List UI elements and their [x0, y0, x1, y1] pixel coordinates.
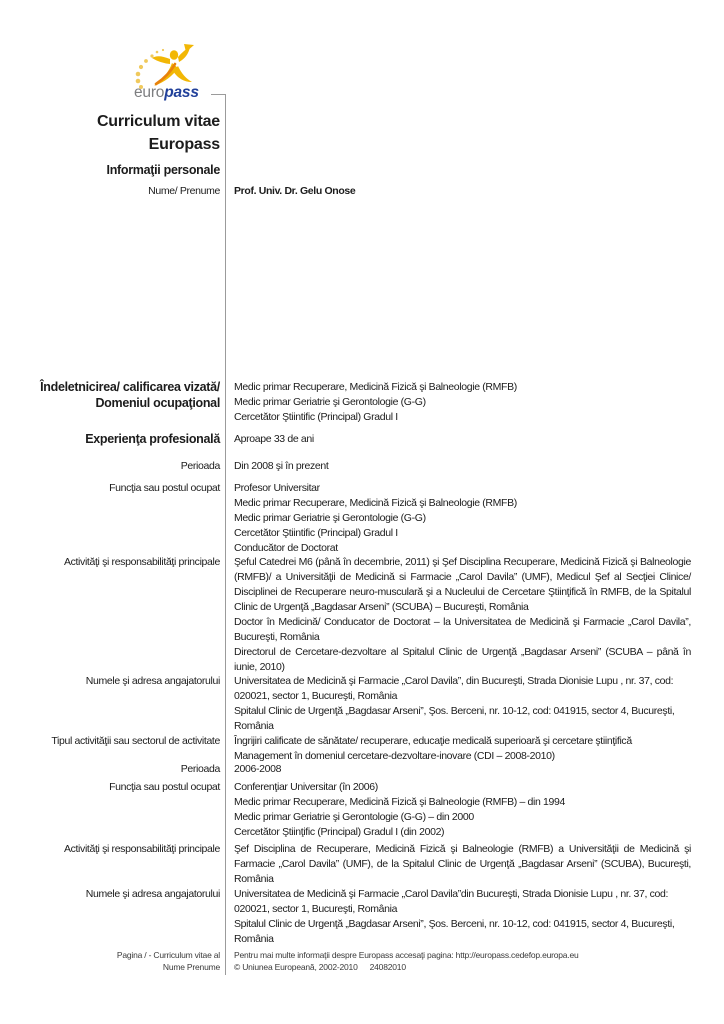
personal-info-heading: Informaţii personale — [106, 163, 220, 177]
employer-label: Numele şi adresa angajatorului — [85, 888, 220, 900]
position-value: Profesor Universitar — [234, 482, 320, 494]
period-label: Perioada — [180, 460, 220, 472]
employer-paragraph: Spitalul Clinic de Urgenţă „Bagdasar Arseni”, Şos. Berceni, nr. 10-12, cod: 041915, sector 4, Bucureşti, România — [234, 918, 675, 945]
activities-values — [225, 555, 724, 675]
star-figure — [152, 44, 194, 86]
occupation-values — [225, 379, 724, 425]
position-label: Funcţia sau postul ocupat — [109, 781, 220, 793]
sector-value: Îngrijiri calificate de sănătate/ recuperare, educaţie medicală superioară şi cercetare ştiinţifică — [234, 735, 632, 747]
position-value: Medic primar Recuperare, Medicină Fizică şi Balneologie (RMFB) — [234, 497, 517, 509]
title-row — [0, 110, 724, 156]
page-title — [0, 110, 225, 156]
footer-row — [0, 949, 724, 973]
sector-row-1 — [0, 734, 724, 764]
logo-text-pass: pass — [164, 84, 199, 101]
activities-paragraph: Şef Disciplina de Recuperare, Medicină Fizică şi Balneologie (RMFB) a Universităţii de Medicină şi Farmacie „Carol Davila” (UMF), de la Spitalul Clinic de Urgenţă „Bagdasar Arseni” (SCUBA), Bucureşti, România — [234, 843, 691, 885]
position-value: Medic primar Geriatrie şi Gerontologie (G-G) – din 2000 — [234, 811, 474, 823]
occupation-value: Medic primar Recuperare, Medicină Fizică şi Balneologie (RMFB) — [234, 381, 517, 393]
logo-wordmark — [134, 85, 199, 101]
employer-row-2 — [0, 887, 724, 947]
period-value: 2006-2008 — [234, 763, 282, 775]
activities-paragraph: Doctor în Medicină/ Conducator de Doctorat – la Universitatea de Medicină şi Farmacie „Carol Davila”, Bucureşti, România — [234, 616, 691, 643]
position-row-1 — [0, 481, 724, 556]
name-label: Nume/ Prenume — [148, 185, 220, 197]
position-value: Cercetător Ştiinţific (Principal) Gradul I (din 2002) — [234, 826, 445, 838]
name-row — [0, 184, 724, 199]
employer-row-1 — [0, 674, 724, 734]
period-row-2 — [0, 762, 724, 777]
activities-label: Activităţi şi responsabilităţi principale — [63, 556, 220, 568]
activities-label: Activităţi şi responsabilităţi principale — [63, 843, 220, 855]
sector-values — [225, 734, 724, 764]
employer-label: Numele şi adresa angajatorului — [85, 675, 220, 687]
europass-logo — [120, 40, 230, 104]
position-value: Cercetător Ştiintific (Principal) Gradul I — [234, 527, 398, 539]
page-title-line1: Curriculum vitae — [96, 113, 220, 130]
period-label: Perioada — [180, 763, 220, 775]
employer-values — [225, 887, 724, 947]
employer-paragraph: Universitatea de Medicină şi Farmacie „Carol Davila”din Bucureşti, Strada Dionisie Lupu , nr. 37, cod: 020021, sector 1, Bucureşti, România — [234, 888, 669, 915]
sector-label: Tipul activităţii sau sectorul de activitate — [51, 735, 220, 747]
position-value: Medic primar Recuperare, Medicină Fizică şi Balneologie (RMFB) – din 1994 — [234, 796, 566, 808]
personal-info-heading-row — [0, 162, 724, 178]
position-label: Funcţia sau postul ocupat — [109, 482, 220, 494]
footer-name-info: Nume Prenume — [162, 962, 220, 972]
experience-heading-row — [0, 431, 724, 447]
occupation-label: Îndeletnicirea/ calificarea vizată/ Domeniul ocupaţional — [40, 380, 220, 410]
position-value: Conducător de Doctorat — [234, 542, 338, 554]
activities-values — [225, 842, 724, 887]
logo-text-euro: euro — [134, 84, 165, 101]
activities-row-2 — [0, 842, 724, 887]
activities-paragraph: Şeful Catedrei M6 (până în decembrie, 2011) şi Şef Disciplina Recuperare, Medicină Fizică şi Balneologie (RMFB)/ a Universităţii de Medicină si Farmacie „Carol Davila” (UMF), Medicul Şef al Secţiei Clinice/ Disciplinei de Recuperare neuro-musculară şi a Nucleului de Cercetare Ştiinţifică în RMFB, de la Spitalul Clinic de Urgenţă „Bagdasar Arseni” (SCUBA) – Bucureşti, România — [234, 556, 691, 613]
footer-page-info: Pagina / - Curriculum vitae al — [116, 950, 220, 960]
employer-values — [225, 674, 724, 734]
footer-right — [225, 949, 724, 973]
footer-europass-url-line: Pentru mai multe informaţii despre Europass accesaţi pagina: http://europass.cedefop.europa.eu — [234, 950, 579, 960]
period-value: Din 2008 şi în prezent — [234, 460, 329, 472]
occupation-value: Medic primar Geriatrie şi Gerontologie (G-G) — [234, 396, 426, 408]
employer-paragraph: Universitatea de Medicină şi Farmacie „Carol Davila”, din Bucureşti, Strada Dionisie Lupu , nr. 37, cod: 020021, sector 1, Bucureşti, România — [234, 675, 674, 702]
footer-copyright: © Uniunea Europeană, 2002-2010 — [234, 962, 358, 972]
employer-paragraph: Spitalul Clinic de Urgenţă „Bagdasar Arseni”, Şos. Berceni, nr. 10-12, cod: 041915, sector 4, Bucureşti, România — [234, 705, 675, 732]
position-value: Medic primar Geriatrie şi Gerontologie (G-G) — [234, 512, 426, 524]
position-values — [225, 780, 724, 840]
footer-copyright-line — [234, 961, 691, 973]
sector-value: Management în domeniul cercetare-dezvoltare-inovare (CDI – 2008-2010) — [234, 750, 555, 762]
footer-date: 24082010 — [369, 962, 406, 972]
occupation-row — [0, 379, 724, 425]
activities-paragraph: Directorul de Cercetare-dezvoltare al Spitalul Clinic de Urgenţă „Bagdasar Arseni” (SCUBA – până în iunie, 2010) — [234, 646, 691, 673]
occupation-value: Cercetător Ştiintific (Principal) Gradul I — [234, 411, 398, 423]
position-value: Conferenţiar Universitar (în 2006) — [234, 781, 378, 793]
experience-heading: Experienţa profesională — [85, 432, 220, 446]
position-values — [225, 481, 724, 556]
activities-row-1 — [0, 555, 724, 675]
period-row-1 — [0, 459, 724, 474]
name-value: Prof. Univ. Dr. Gelu Onose — [234, 185, 356, 197]
experience-duration: Aproape 33 de ani — [234, 433, 314, 445]
footer-left — [0, 949, 225, 973]
position-row-2 — [0, 780, 724, 840]
page-title-line2: Europass — [148, 136, 220, 153]
